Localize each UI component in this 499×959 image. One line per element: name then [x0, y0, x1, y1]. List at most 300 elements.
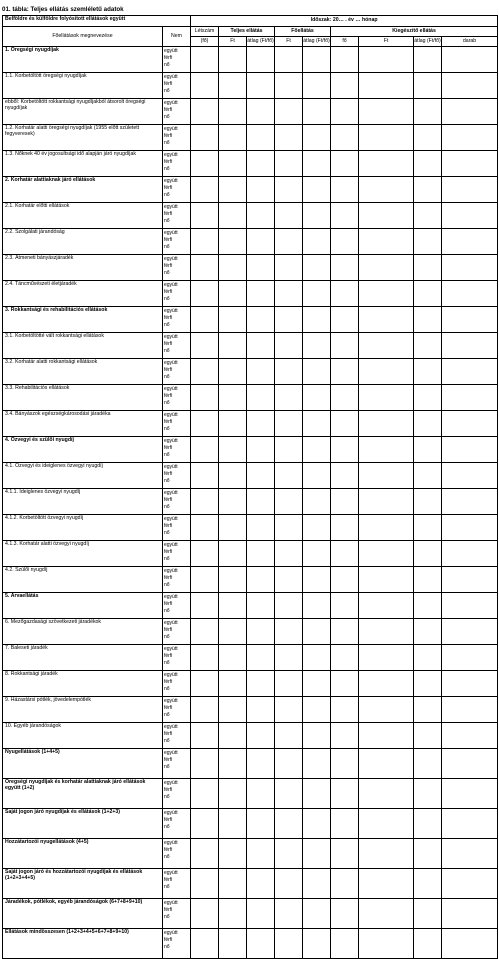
value-cell[interactable]: [247, 125, 275, 151]
value-cell[interactable]: [359, 929, 414, 959]
value-cell[interactable]: [331, 229, 359, 255]
value-cell[interactable]: [275, 229, 303, 255]
value-cell[interactable]: [247, 749, 275, 779]
value-cell[interactable]: [414, 125, 442, 151]
value-cell[interactable]: [331, 929, 359, 959]
value-cell[interactable]: [247, 359, 275, 385]
value-cell[interactable]: [191, 151, 219, 177]
value-cell[interactable]: [219, 281, 247, 307]
value-cell[interactable]: [191, 567, 219, 593]
value-cell[interactable]: [359, 385, 414, 411]
value-cell[interactable]: [191, 177, 219, 203]
value-cell[interactable]: [219, 177, 247, 203]
value-cell[interactable]: [331, 619, 359, 645]
value-cell[interactable]: [275, 619, 303, 645]
value-cell[interactable]: [303, 515, 331, 541]
value-cell[interactable]: [247, 47, 275, 73]
value-cell[interactable]: [359, 255, 414, 281]
value-cell[interactable]: [303, 47, 331, 73]
value-cell[interactable]: [442, 47, 498, 73]
value-cell[interactable]: [303, 177, 331, 203]
value-cell[interactable]: [331, 281, 359, 307]
value-cell[interactable]: [219, 229, 247, 255]
value-cell[interactable]: [303, 809, 331, 839]
value-cell[interactable]: [275, 645, 303, 671]
value-cell[interactable]: [303, 229, 331, 255]
value-cell[interactable]: [275, 437, 303, 463]
value-cell[interactable]: [442, 411, 498, 437]
value-cell[interactable]: [247, 697, 275, 723]
value-cell[interactable]: [359, 281, 414, 307]
value-cell[interactable]: [331, 779, 359, 809]
value-cell[interactable]: [414, 929, 442, 959]
value-cell[interactable]: [414, 177, 442, 203]
value-cell[interactable]: [247, 307, 275, 333]
value-cell[interactable]: [219, 697, 247, 723]
value-cell[interactable]: [414, 229, 442, 255]
value-cell[interactable]: [219, 929, 247, 959]
value-cell[interactable]: [359, 671, 414, 697]
value-cell[interactable]: [219, 869, 247, 899]
value-cell[interactable]: [219, 47, 247, 73]
value-cell[interactable]: [275, 515, 303, 541]
value-cell[interactable]: [219, 671, 247, 697]
value-cell[interactable]: [191, 899, 219, 929]
value-cell[interactable]: [442, 697, 498, 723]
value-cell[interactable]: [303, 99, 331, 125]
value-cell[interactable]: [219, 723, 247, 749]
value-cell[interactable]: [303, 869, 331, 899]
value-cell[interactable]: [414, 541, 442, 567]
value-cell[interactable]: [219, 541, 247, 567]
value-cell[interactable]: [275, 125, 303, 151]
value-cell[interactable]: [303, 839, 331, 869]
value-cell[interactable]: [191, 929, 219, 959]
value-cell[interactable]: [247, 463, 275, 489]
value-cell[interactable]: [247, 839, 275, 869]
value-cell[interactable]: [359, 151, 414, 177]
value-cell[interactable]: [275, 567, 303, 593]
value-cell[interactable]: [219, 333, 247, 359]
value-cell[interactable]: [359, 437, 414, 463]
value-cell[interactable]: [414, 869, 442, 899]
value-cell[interactable]: [414, 619, 442, 645]
value-cell[interactable]: [331, 809, 359, 839]
value-cell[interactable]: [303, 333, 331, 359]
value-cell[interactable]: [303, 619, 331, 645]
value-cell[interactable]: [442, 779, 498, 809]
value-cell[interactable]: [303, 255, 331, 281]
value-cell[interactable]: [442, 645, 498, 671]
value-cell[interactable]: [331, 723, 359, 749]
value-cell[interactable]: [414, 47, 442, 73]
value-cell[interactable]: [303, 671, 331, 697]
value-cell[interactable]: [191, 619, 219, 645]
value-cell[interactable]: [414, 333, 442, 359]
value-cell[interactable]: [359, 567, 414, 593]
value-cell[interactable]: [303, 411, 331, 437]
value-cell[interactable]: [303, 385, 331, 411]
value-cell[interactable]: [191, 839, 219, 869]
value-cell[interactable]: [414, 489, 442, 515]
value-cell[interactable]: [219, 99, 247, 125]
value-cell[interactable]: [219, 645, 247, 671]
value-cell[interactable]: [331, 385, 359, 411]
value-cell[interactable]: [191, 281, 219, 307]
value-cell[interactable]: [331, 203, 359, 229]
value-cell[interactable]: [414, 255, 442, 281]
value-cell[interactable]: [191, 203, 219, 229]
value-cell[interactable]: [442, 723, 498, 749]
value-cell[interactable]: [303, 437, 331, 463]
value-cell[interactable]: [303, 281, 331, 307]
value-cell[interactable]: [191, 593, 219, 619]
value-cell[interactable]: [359, 411, 414, 437]
value-cell[interactable]: [414, 281, 442, 307]
value-cell[interactable]: [331, 593, 359, 619]
value-cell[interactable]: [442, 229, 498, 255]
value-cell[interactable]: [219, 749, 247, 779]
value-cell[interactable]: [303, 463, 331, 489]
value-cell[interactable]: [275, 177, 303, 203]
value-cell[interactable]: [414, 359, 442, 385]
value-cell[interactable]: [359, 463, 414, 489]
value-cell[interactable]: [442, 809, 498, 839]
value-cell[interactable]: [275, 281, 303, 307]
value-cell[interactable]: [275, 541, 303, 567]
value-cell[interactable]: [219, 151, 247, 177]
value-cell[interactable]: [331, 437, 359, 463]
value-cell[interactable]: [219, 437, 247, 463]
value-cell[interactable]: [247, 255, 275, 281]
value-cell[interactable]: [275, 839, 303, 869]
value-cell[interactable]: [414, 779, 442, 809]
value-cell[interactable]: [331, 541, 359, 567]
value-cell[interactable]: [275, 809, 303, 839]
value-cell[interactable]: [442, 671, 498, 697]
value-cell[interactable]: [414, 203, 442, 229]
value-cell[interactable]: [331, 359, 359, 385]
value-cell[interactable]: [219, 463, 247, 489]
value-cell[interactable]: [442, 385, 498, 411]
value-cell[interactable]: [442, 929, 498, 959]
value-cell[interactable]: [414, 645, 442, 671]
value-cell[interactable]: [359, 99, 414, 125]
value-cell[interactable]: [359, 779, 414, 809]
value-cell[interactable]: [219, 307, 247, 333]
value-cell[interactable]: [303, 749, 331, 779]
value-cell[interactable]: [219, 619, 247, 645]
value-cell[interactable]: [442, 359, 498, 385]
value-cell[interactable]: [275, 307, 303, 333]
value-cell[interactable]: [331, 489, 359, 515]
value-cell[interactable]: [219, 411, 247, 437]
value-cell[interactable]: [359, 359, 414, 385]
value-cell[interactable]: [331, 749, 359, 779]
value-cell[interactable]: [359, 125, 414, 151]
value-cell[interactable]: [442, 255, 498, 281]
value-cell[interactable]: [275, 593, 303, 619]
value-cell[interactable]: [442, 333, 498, 359]
value-cell[interactable]: [303, 645, 331, 671]
value-cell[interactable]: [359, 307, 414, 333]
value-cell[interactable]: [331, 567, 359, 593]
value-cell[interactable]: [414, 593, 442, 619]
value-cell[interactable]: [247, 151, 275, 177]
value-cell[interactable]: [191, 333, 219, 359]
value-cell[interactable]: [247, 541, 275, 567]
value-cell[interactable]: [303, 929, 331, 959]
value-cell[interactable]: [414, 463, 442, 489]
value-cell[interactable]: [442, 869, 498, 899]
value-cell[interactable]: [442, 99, 498, 125]
value-cell[interactable]: [414, 385, 442, 411]
value-cell[interactable]: [275, 697, 303, 723]
value-cell[interactable]: [191, 255, 219, 281]
value-cell[interactable]: [191, 489, 219, 515]
value-cell[interactable]: [219, 515, 247, 541]
value-cell[interactable]: [414, 515, 442, 541]
value-cell[interactable]: [275, 671, 303, 697]
value-cell[interactable]: [191, 229, 219, 255]
value-cell[interactable]: [191, 125, 219, 151]
value-cell[interactable]: [247, 567, 275, 593]
value-cell[interactable]: [247, 73, 275, 99]
value-cell[interactable]: [303, 73, 331, 99]
value-cell[interactable]: [442, 73, 498, 99]
value-cell[interactable]: [275, 385, 303, 411]
value-cell[interactable]: [247, 809, 275, 839]
value-cell[interactable]: [219, 73, 247, 99]
value-cell[interactable]: [331, 99, 359, 125]
value-cell[interactable]: [247, 411, 275, 437]
value-cell[interactable]: [359, 645, 414, 671]
value-cell[interactable]: [442, 151, 498, 177]
value-cell[interactable]: [247, 281, 275, 307]
value-cell[interactable]: [331, 411, 359, 437]
value-cell[interactable]: [414, 839, 442, 869]
value-cell[interactable]: [331, 125, 359, 151]
value-cell[interactable]: [303, 723, 331, 749]
value-cell[interactable]: [219, 593, 247, 619]
value-cell[interactable]: [359, 489, 414, 515]
value-cell[interactable]: [359, 839, 414, 869]
value-cell[interactable]: [359, 515, 414, 541]
value-cell[interactable]: [442, 463, 498, 489]
value-cell[interactable]: [219, 899, 247, 929]
value-cell[interactable]: [219, 809, 247, 839]
value-cell[interactable]: [191, 869, 219, 899]
value-cell[interactable]: [275, 47, 303, 73]
value-cell[interactable]: [247, 619, 275, 645]
value-cell[interactable]: [191, 645, 219, 671]
value-cell[interactable]: [442, 515, 498, 541]
value-cell[interactable]: [191, 99, 219, 125]
value-cell[interactable]: [359, 203, 414, 229]
value-cell[interactable]: [191, 47, 219, 73]
value-cell[interactable]: [331, 899, 359, 929]
value-cell[interactable]: [414, 99, 442, 125]
value-cell[interactable]: [247, 929, 275, 959]
value-cell[interactable]: [414, 723, 442, 749]
value-cell[interactable]: [359, 869, 414, 899]
value-cell[interactable]: [303, 125, 331, 151]
value-cell[interactable]: [191, 437, 219, 463]
value-cell[interactable]: [191, 779, 219, 809]
value-cell[interactable]: [247, 671, 275, 697]
value-cell[interactable]: [275, 359, 303, 385]
value-cell[interactable]: [219, 359, 247, 385]
value-cell[interactable]: [359, 593, 414, 619]
value-cell[interactable]: [331, 151, 359, 177]
value-cell[interactable]: [331, 307, 359, 333]
value-cell[interactable]: [303, 899, 331, 929]
value-cell[interactable]: [275, 255, 303, 281]
value-cell[interactable]: [191, 359, 219, 385]
value-cell[interactable]: [219, 839, 247, 869]
value-cell[interactable]: [442, 593, 498, 619]
value-cell[interactable]: [247, 203, 275, 229]
value-cell[interactable]: [303, 567, 331, 593]
value-cell[interactable]: [331, 73, 359, 99]
value-cell[interactable]: [247, 229, 275, 255]
value-cell[interactable]: [219, 779, 247, 809]
value-cell[interactable]: [247, 899, 275, 929]
value-cell[interactable]: [275, 929, 303, 959]
value-cell[interactable]: [331, 515, 359, 541]
value-cell[interactable]: [303, 541, 331, 567]
value-cell[interactable]: [275, 489, 303, 515]
value-cell[interactable]: [359, 697, 414, 723]
value-cell[interactable]: [247, 869, 275, 899]
value-cell[interactable]: [331, 47, 359, 73]
value-cell[interactable]: [303, 489, 331, 515]
value-cell[interactable]: [247, 779, 275, 809]
value-cell[interactable]: [303, 697, 331, 723]
value-cell[interactable]: [275, 151, 303, 177]
value-cell[interactable]: [414, 697, 442, 723]
value-cell[interactable]: [442, 281, 498, 307]
value-cell[interactable]: [191, 809, 219, 839]
value-cell[interactable]: [247, 723, 275, 749]
value-cell[interactable]: [275, 723, 303, 749]
value-cell[interactable]: [442, 749, 498, 779]
value-cell[interactable]: [442, 567, 498, 593]
value-cell[interactable]: [359, 47, 414, 73]
value-cell[interactable]: [331, 333, 359, 359]
value-cell[interactable]: [414, 437, 442, 463]
value-cell[interactable]: [303, 593, 331, 619]
value-cell[interactable]: [191, 541, 219, 567]
value-cell[interactable]: [191, 307, 219, 333]
value-cell[interactable]: [331, 255, 359, 281]
value-cell[interactable]: [191, 671, 219, 697]
value-cell[interactable]: [442, 839, 498, 869]
value-cell[interactable]: [442, 203, 498, 229]
value-cell[interactable]: [331, 177, 359, 203]
value-cell[interactable]: [359, 229, 414, 255]
value-cell[interactable]: [247, 645, 275, 671]
value-cell[interactable]: [275, 411, 303, 437]
value-cell[interactable]: [414, 411, 442, 437]
value-cell[interactable]: [219, 203, 247, 229]
value-cell[interactable]: [247, 385, 275, 411]
value-cell[interactable]: [191, 463, 219, 489]
value-cell[interactable]: [219, 125, 247, 151]
value-cell[interactable]: [414, 671, 442, 697]
value-cell[interactable]: [275, 899, 303, 929]
value-cell[interactable]: [191, 73, 219, 99]
value-cell[interactable]: [331, 869, 359, 899]
value-cell[interactable]: [331, 697, 359, 723]
value-cell[interactable]: [359, 723, 414, 749]
value-cell[interactable]: [219, 255, 247, 281]
value-cell[interactable]: [219, 489, 247, 515]
value-cell[interactable]: [359, 73, 414, 99]
value-cell[interactable]: [442, 125, 498, 151]
value-cell[interactable]: [247, 593, 275, 619]
value-cell[interactable]: [247, 437, 275, 463]
value-cell[interactable]: [303, 307, 331, 333]
value-cell[interactable]: [359, 541, 414, 567]
value-cell[interactable]: [275, 869, 303, 899]
value-cell[interactable]: [331, 645, 359, 671]
value-cell[interactable]: [359, 177, 414, 203]
value-cell[interactable]: [442, 541, 498, 567]
value-cell[interactable]: [359, 809, 414, 839]
value-cell[interactable]: [442, 899, 498, 929]
value-cell[interactable]: [442, 489, 498, 515]
value-cell[interactable]: [359, 333, 414, 359]
value-cell[interactable]: [275, 749, 303, 779]
value-cell[interactable]: [331, 839, 359, 869]
value-cell[interactable]: [275, 203, 303, 229]
value-cell[interactable]: [442, 619, 498, 645]
value-cell[interactable]: [275, 463, 303, 489]
value-cell[interactable]: [359, 619, 414, 645]
value-cell[interactable]: [219, 385, 247, 411]
value-cell[interactable]: [442, 307, 498, 333]
value-cell[interactable]: [191, 749, 219, 779]
value-cell[interactable]: [247, 515, 275, 541]
value-cell[interactable]: [219, 567, 247, 593]
value-cell[interactable]: [247, 489, 275, 515]
value-cell[interactable]: [275, 333, 303, 359]
value-cell[interactable]: [247, 333, 275, 359]
value-cell[interactable]: [191, 411, 219, 437]
value-cell[interactable]: [414, 73, 442, 99]
value-cell[interactable]: [359, 899, 414, 929]
value-cell[interactable]: [303, 779, 331, 809]
value-cell[interactable]: [331, 671, 359, 697]
value-cell[interactable]: [414, 899, 442, 929]
value-cell[interactable]: [414, 809, 442, 839]
value-cell[interactable]: [414, 151, 442, 177]
value-cell[interactable]: [359, 749, 414, 779]
value-cell[interactable]: [303, 151, 331, 177]
value-cell[interactable]: [303, 359, 331, 385]
value-cell[interactable]: [442, 177, 498, 203]
value-cell[interactable]: [191, 515, 219, 541]
value-cell[interactable]: [414, 567, 442, 593]
value-cell[interactable]: [275, 73, 303, 99]
value-cell[interactable]: [414, 749, 442, 779]
value-cell[interactable]: [191, 385, 219, 411]
value-cell[interactable]: [442, 437, 498, 463]
value-cell[interactable]: [247, 177, 275, 203]
value-cell[interactable]: [191, 697, 219, 723]
value-cell[interactable]: [303, 203, 331, 229]
